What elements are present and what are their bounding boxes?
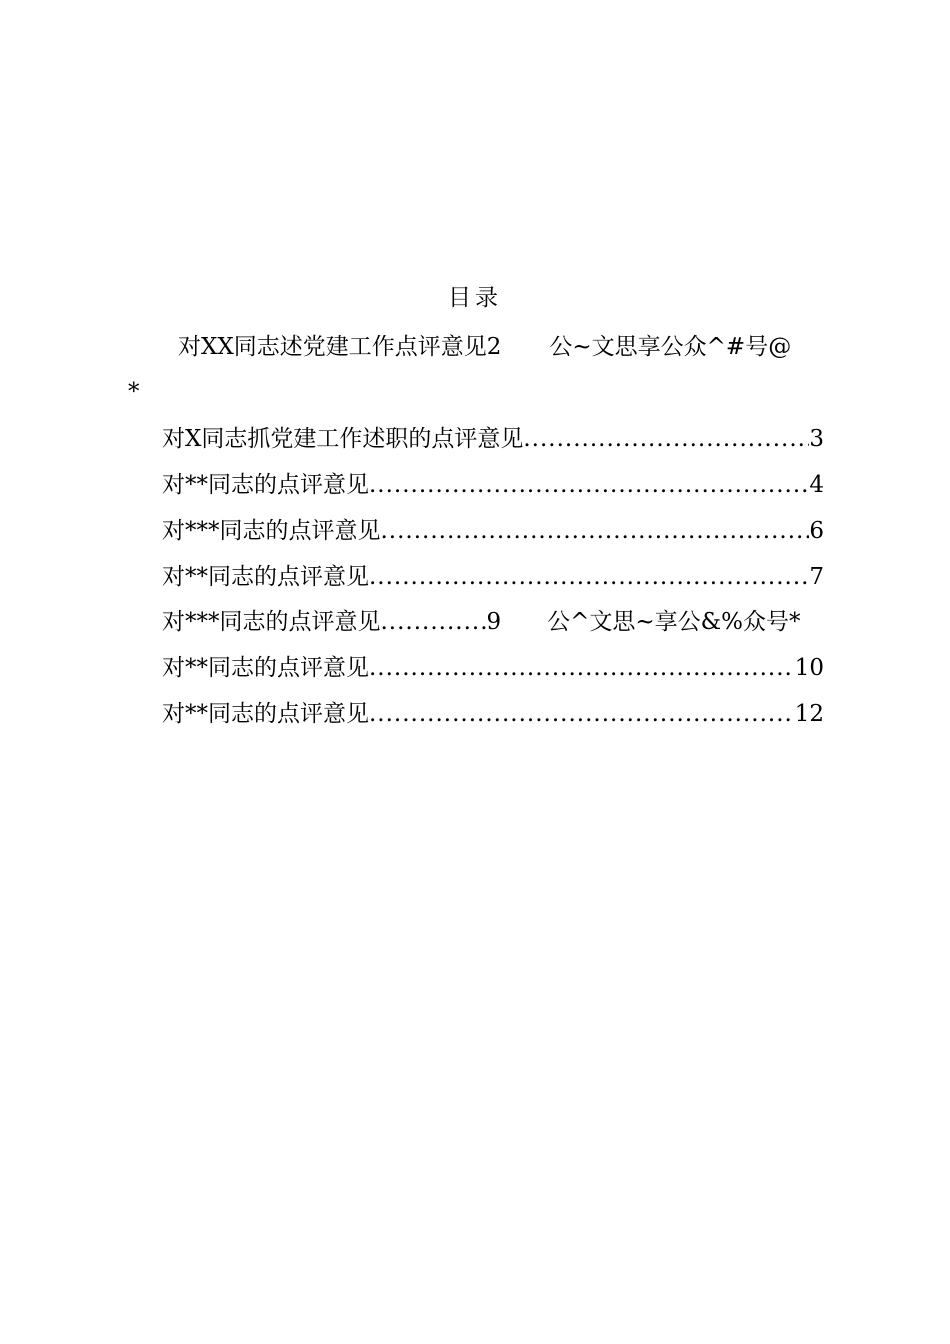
toc-entry-page: 6	[809, 518, 824, 544]
toc-entry-label: 对**同志的点评意见	[162, 472, 369, 498]
toc-entry-first-wrap: *	[128, 379, 140, 405]
toc-entry-page: 9	[486, 609, 502, 635]
toc-entry	[162, 423, 824, 455]
toc-leader-dots	[369, 469, 809, 501]
toc-entry-first	[178, 331, 838, 363]
toc-entry-label: 对***同志的点评意见	[162, 609, 381, 635]
toc-entry	[162, 698, 824, 730]
toc-entry-label: 对***同志的点评意见	[162, 518, 381, 544]
toc-leader-dots	[369, 561, 809, 593]
toc-entry-page: 3	[809, 426, 824, 452]
toc-entry-label: 对**同志的点评意见	[162, 564, 369, 590]
toc-entry	[162, 469, 824, 501]
toc-entry	[162, 652, 824, 684]
toc-leader-dots	[381, 606, 487, 638]
toc-entry-page: 12	[794, 701, 824, 727]
toc-leader-dots	[369, 698, 795, 730]
toc-leader-dots	[381, 515, 810, 547]
toc-entry-first-text: 对XX同志述党建工作点评意见2	[178, 334, 502, 360]
toc-entry-special	[162, 606, 824, 638]
toc-leader-dots	[369, 652, 795, 684]
toc-entry-label: 对X同志抓党建工作述职的点评意见	[162, 426, 524, 452]
toc-leader-dots	[523, 423, 809, 455]
toc-title: 目录	[448, 285, 502, 311]
toc-entry-page: 4	[809, 472, 824, 498]
toc-entry	[162, 561, 824, 593]
toc-entry-label: 对**同志的点评意见	[162, 701, 369, 727]
watermark-text: 公^文思~享公&%众号*	[547, 609, 801, 635]
toc-entry-page: 7	[809, 564, 824, 590]
toc-entry	[162, 515, 824, 547]
watermark-text: 公~文思享公众^#号@	[549, 334, 792, 360]
toc-entry-label: 对**同志的点评意见	[162, 655, 369, 681]
toc-entry-page: 10	[794, 655, 824, 681]
